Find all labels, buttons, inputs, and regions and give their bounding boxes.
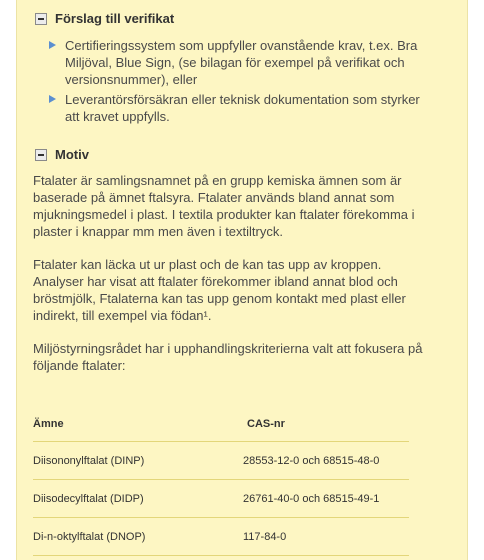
- table-header-row: [33, 406, 409, 442]
- verification-list: [49, 37, 429, 128]
- table-cell-cas: 117-84-0: [243, 530, 287, 543]
- list-item-text: Certifieringssystem som uppfyller ovanstående krav, t.ex. Bra Miljöval, Blue Sign, (se bilagan för exempel på verifikat och versionsnummer), eller: [65, 38, 418, 87]
- phthalates-table: [33, 406, 409, 556]
- motiv-paragraph: Miljöstyrningsrådet har i upphandlingskriterierna valt att fokusera på följande ftalater:: [33, 341, 423, 373]
- table-cell-cas: 26761-40-0 och 68515-49-1: [243, 492, 380, 505]
- table-row: [33, 442, 409, 480]
- arrow-right-icon: [49, 95, 56, 103]
- list-item: [49, 37, 429, 88]
- section-title-forslag: Förslag till verifikat: [55, 11, 175, 26]
- motiv-paragraph: Ftalater är samlingsnamnet på en grupp kemiska ämnen som är baserade på ämnet ftalsyra. Ftalater används bland annat som mjukningsmedel i plast. I textila produkter kan ftalater förekomma i plaster i knappar mm men även i textiltryck.: [33, 173, 415, 239]
- table-cell-substance: Diisononylftalat (DINP): [33, 454, 145, 467]
- column-header-cas: CAS-nr: [247, 417, 285, 430]
- list-item: [49, 91, 429, 125]
- list-item-text: Leverantörsförsäkran eller teknisk dokumentation som styrker att kravet uppfylls.: [65, 92, 420, 124]
- table-cell-cas: 28553-12-0 och 68515-48-0: [243, 454, 380, 467]
- arrow-right-icon: [49, 41, 56, 49]
- table-cell-substance: Diisodecylftalat (DIDP): [33, 492, 144, 505]
- column-header-substance: Ämne: [33, 417, 64, 430]
- collapse-icon[interactable]: [35, 13, 47, 25]
- table-row: [33, 518, 409, 556]
- section-header-motiv[interactable]: [35, 147, 89, 163]
- section-header-forslag[interactable]: [35, 11, 174, 27]
- collapse-icon[interactable]: [35, 149, 47, 161]
- table-cell-substance: Di-n-oktylftalat (DNOP): [33, 530, 146, 543]
- criteria-panel: [16, 0, 468, 560]
- table-row: [33, 480, 409, 518]
- section-title-motiv: Motiv: [55, 147, 89, 162]
- motiv-paragraph: Ftalater kan läcka ut ur plast och de kan tas upp av kroppen. Analyser har visat att ftalater förekommer ibland annat blod och bröstmjölk, Ftalaterna kan tas upp genom kontakt med plast eller indirekt, till exempel via födan¹.: [33, 257, 406, 323]
